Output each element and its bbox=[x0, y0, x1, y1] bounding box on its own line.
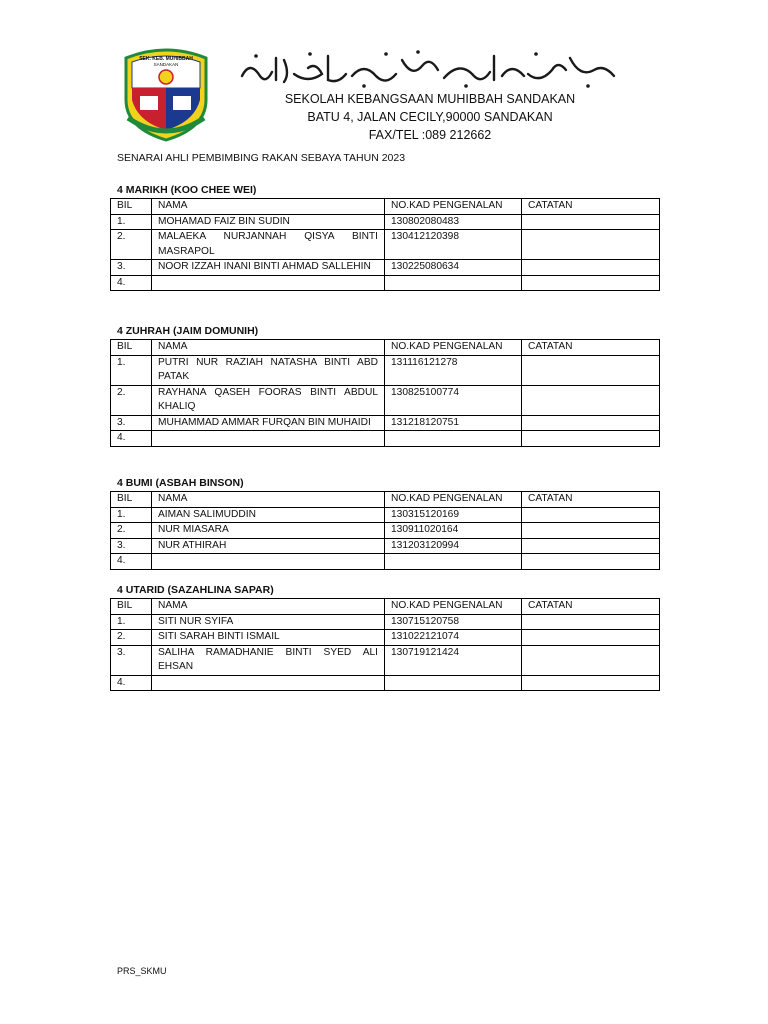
cell-catatan bbox=[522, 630, 660, 646]
cell-bil: 4. bbox=[111, 675, 152, 691]
cell-nama: SITI SARAH BINTI ISMAIL bbox=[152, 630, 385, 646]
cell-nama: NUR MIASARA bbox=[152, 523, 385, 539]
table-row bbox=[111, 538, 660, 554]
table-row bbox=[111, 507, 660, 523]
member-table bbox=[110, 491, 660, 570]
table-row bbox=[111, 630, 660, 646]
cell-bil: 2. bbox=[111, 523, 152, 539]
cell-ic bbox=[385, 675, 522, 691]
cell-bil: 1. bbox=[111, 214, 152, 230]
table-row bbox=[111, 385, 660, 415]
cell-bil: 3. bbox=[111, 260, 152, 276]
table-row bbox=[111, 645, 660, 675]
jawi-calligraphy bbox=[236, 46, 622, 90]
cell-ic: 130911020164 bbox=[385, 523, 522, 539]
cell-catatan bbox=[522, 230, 660, 260]
cell-ic: 131022121074 bbox=[385, 630, 522, 646]
cell-catatan bbox=[522, 507, 660, 523]
table-header-row bbox=[111, 340, 660, 356]
table-row bbox=[111, 230, 660, 260]
cell-catatan bbox=[522, 523, 660, 539]
group-title: 4 BUMI (ASBAH BINSON) bbox=[117, 477, 244, 489]
column-header-bil: BIL bbox=[111, 492, 152, 508]
cell-bil: 4. bbox=[111, 431, 152, 447]
column-header-nama: NAMA bbox=[152, 599, 385, 615]
cell-nama: MALAEKA NURJANNAH QISYA BINTI MASRAPOL bbox=[152, 230, 385, 260]
school-logo bbox=[118, 44, 214, 142]
column-header-ic: NO.KAD PENGENALAN bbox=[385, 492, 522, 508]
cell-nama: MOHAMAD FAIZ BIN SUDIN bbox=[152, 214, 385, 230]
cell-catatan bbox=[522, 214, 660, 230]
cell-ic: 131203120994 bbox=[385, 538, 522, 554]
cell-nama: MUHAMMAD AMMAR FURQAN BIN MUHAIDI bbox=[152, 415, 385, 431]
table-row bbox=[111, 554, 660, 570]
cell-catatan bbox=[522, 431, 660, 447]
logo-text-top: SEK. KEB. MUHIBBAH bbox=[139, 56, 193, 62]
cell-bil: 1. bbox=[111, 614, 152, 630]
table-row bbox=[111, 675, 660, 691]
table-row bbox=[111, 415, 660, 431]
cell-ic bbox=[385, 554, 522, 570]
table-row bbox=[111, 214, 660, 230]
cell-ic: 130715120758 bbox=[385, 614, 522, 630]
school-header bbox=[230, 90, 630, 144]
school-phone: FAX/TEL :089 212662 bbox=[368, 128, 492, 142]
table-row bbox=[111, 275, 660, 291]
member-table bbox=[110, 198, 660, 291]
column-header-ic: NO.KAD PENGENALAN bbox=[385, 599, 522, 615]
cell-catatan bbox=[522, 614, 660, 630]
cell-catatan bbox=[522, 385, 660, 415]
column-header-catatan: CATATAN bbox=[522, 492, 660, 508]
cell-catatan bbox=[522, 275, 660, 291]
column-header-bil: BIL bbox=[111, 199, 152, 215]
group-title: 4 MARIKH (KOO CHEE WEI) bbox=[117, 184, 257, 196]
group-title: 4 UTARID (SAZAHLINA SAPAR) bbox=[117, 584, 274, 596]
cell-bil: 2. bbox=[111, 630, 152, 646]
cell-ic: 130412120398 bbox=[385, 230, 522, 260]
cell-nama: SALIHA RAMADHANIE BINTI SYED ALI EHSAN bbox=[152, 645, 385, 675]
table-row bbox=[111, 614, 660, 630]
cell-bil: 3. bbox=[111, 538, 152, 554]
table-header-row bbox=[111, 492, 660, 508]
cell-catatan bbox=[522, 645, 660, 675]
cell-bil: 1. bbox=[111, 507, 152, 523]
table-header-row bbox=[111, 599, 660, 615]
member-table bbox=[110, 598, 660, 691]
table-row bbox=[111, 260, 660, 276]
cell-ic: 130802080483 bbox=[385, 214, 522, 230]
cell-catatan bbox=[522, 675, 660, 691]
cell-catatan bbox=[522, 355, 660, 385]
cell-nama bbox=[152, 675, 385, 691]
table-row bbox=[111, 431, 660, 447]
cell-nama: RAYHANA QASEH FOORAS BINTI ABDUL KHALIQ bbox=[152, 385, 385, 415]
cell-nama bbox=[152, 554, 385, 570]
column-header-nama: NAMA bbox=[152, 492, 385, 508]
cell-ic bbox=[385, 431, 522, 447]
column-header-nama: NAMA bbox=[152, 199, 385, 215]
cell-bil: 2. bbox=[111, 385, 152, 415]
cell-bil: 4. bbox=[111, 275, 152, 291]
document-title: SENARAI AHLI PEMBIMBING RAKAN SEBAYA TAHUN 2023 bbox=[117, 152, 406, 164]
table-row bbox=[111, 355, 660, 385]
cell-bil: 3. bbox=[111, 415, 152, 431]
group-bumi bbox=[110, 476, 659, 570]
cell-nama bbox=[152, 275, 385, 291]
cell-nama: NOOR IZZAH INANI BINTI AHMAD SALLEHIN bbox=[152, 260, 385, 276]
column-header-ic: NO.KAD PENGENALAN bbox=[385, 340, 522, 356]
table-header-row bbox=[111, 199, 660, 215]
school-name: SEKOLAH KEBANGSAAN MUHIBBAH SANDAKAN bbox=[284, 92, 576, 106]
column-header-nama: NAMA bbox=[152, 340, 385, 356]
school-address: BATU 4, JALAN CECILY,90000 SANDAKAN bbox=[307, 110, 553, 124]
cell-catatan bbox=[522, 538, 660, 554]
column-header-bil: BIL bbox=[111, 340, 152, 356]
column-header-catatan: CATATAN bbox=[522, 599, 660, 615]
cell-nama: SITI NUR SYIFA bbox=[152, 614, 385, 630]
cell-catatan bbox=[522, 415, 660, 431]
group-zuhrah bbox=[110, 324, 659, 447]
cell-bil: 2. bbox=[111, 230, 152, 260]
cell-bil: 3. bbox=[111, 645, 152, 675]
cell-ic: 130315120169 bbox=[385, 507, 522, 523]
cell-ic: 130225080634 bbox=[385, 260, 522, 276]
cell-ic: 130825100774 bbox=[385, 385, 522, 415]
column-header-catatan: CATATAN bbox=[522, 340, 660, 356]
cell-catatan bbox=[522, 554, 660, 570]
logo-text-sub: SANDAKAN bbox=[153, 62, 179, 67]
cell-nama: NUR ATHIRAH bbox=[152, 538, 385, 554]
cell-ic: 131116121278 bbox=[385, 355, 522, 385]
cell-ic: 130719121424 bbox=[385, 645, 522, 675]
column-header-bil: BIL bbox=[111, 599, 152, 615]
cell-nama: AIMAN SALIMUDDIN bbox=[152, 507, 385, 523]
cell-bil: 4. bbox=[111, 554, 152, 570]
cell-nama bbox=[152, 431, 385, 447]
table-row bbox=[111, 523, 660, 539]
cell-ic: 131218120751 bbox=[385, 415, 522, 431]
cell-nama: PUTRI NUR RAZIAH NATASHA BINTI ABD PATAK bbox=[152, 355, 385, 385]
group-utarid bbox=[110, 583, 659, 691]
group-marikh bbox=[110, 183, 659, 291]
cell-bil: 1. bbox=[111, 355, 152, 385]
cell-catatan bbox=[522, 260, 660, 276]
column-header-catatan: CATATAN bbox=[522, 199, 660, 215]
group-title: 4 ZUHRAH (JAIM DOMUNIH) bbox=[117, 325, 259, 337]
member-table bbox=[110, 339, 660, 447]
footer-code: PRS_SKMU bbox=[117, 966, 167, 976]
cell-ic bbox=[385, 275, 522, 291]
column-header-ic: NO.KAD PENGENALAN bbox=[385, 199, 522, 215]
